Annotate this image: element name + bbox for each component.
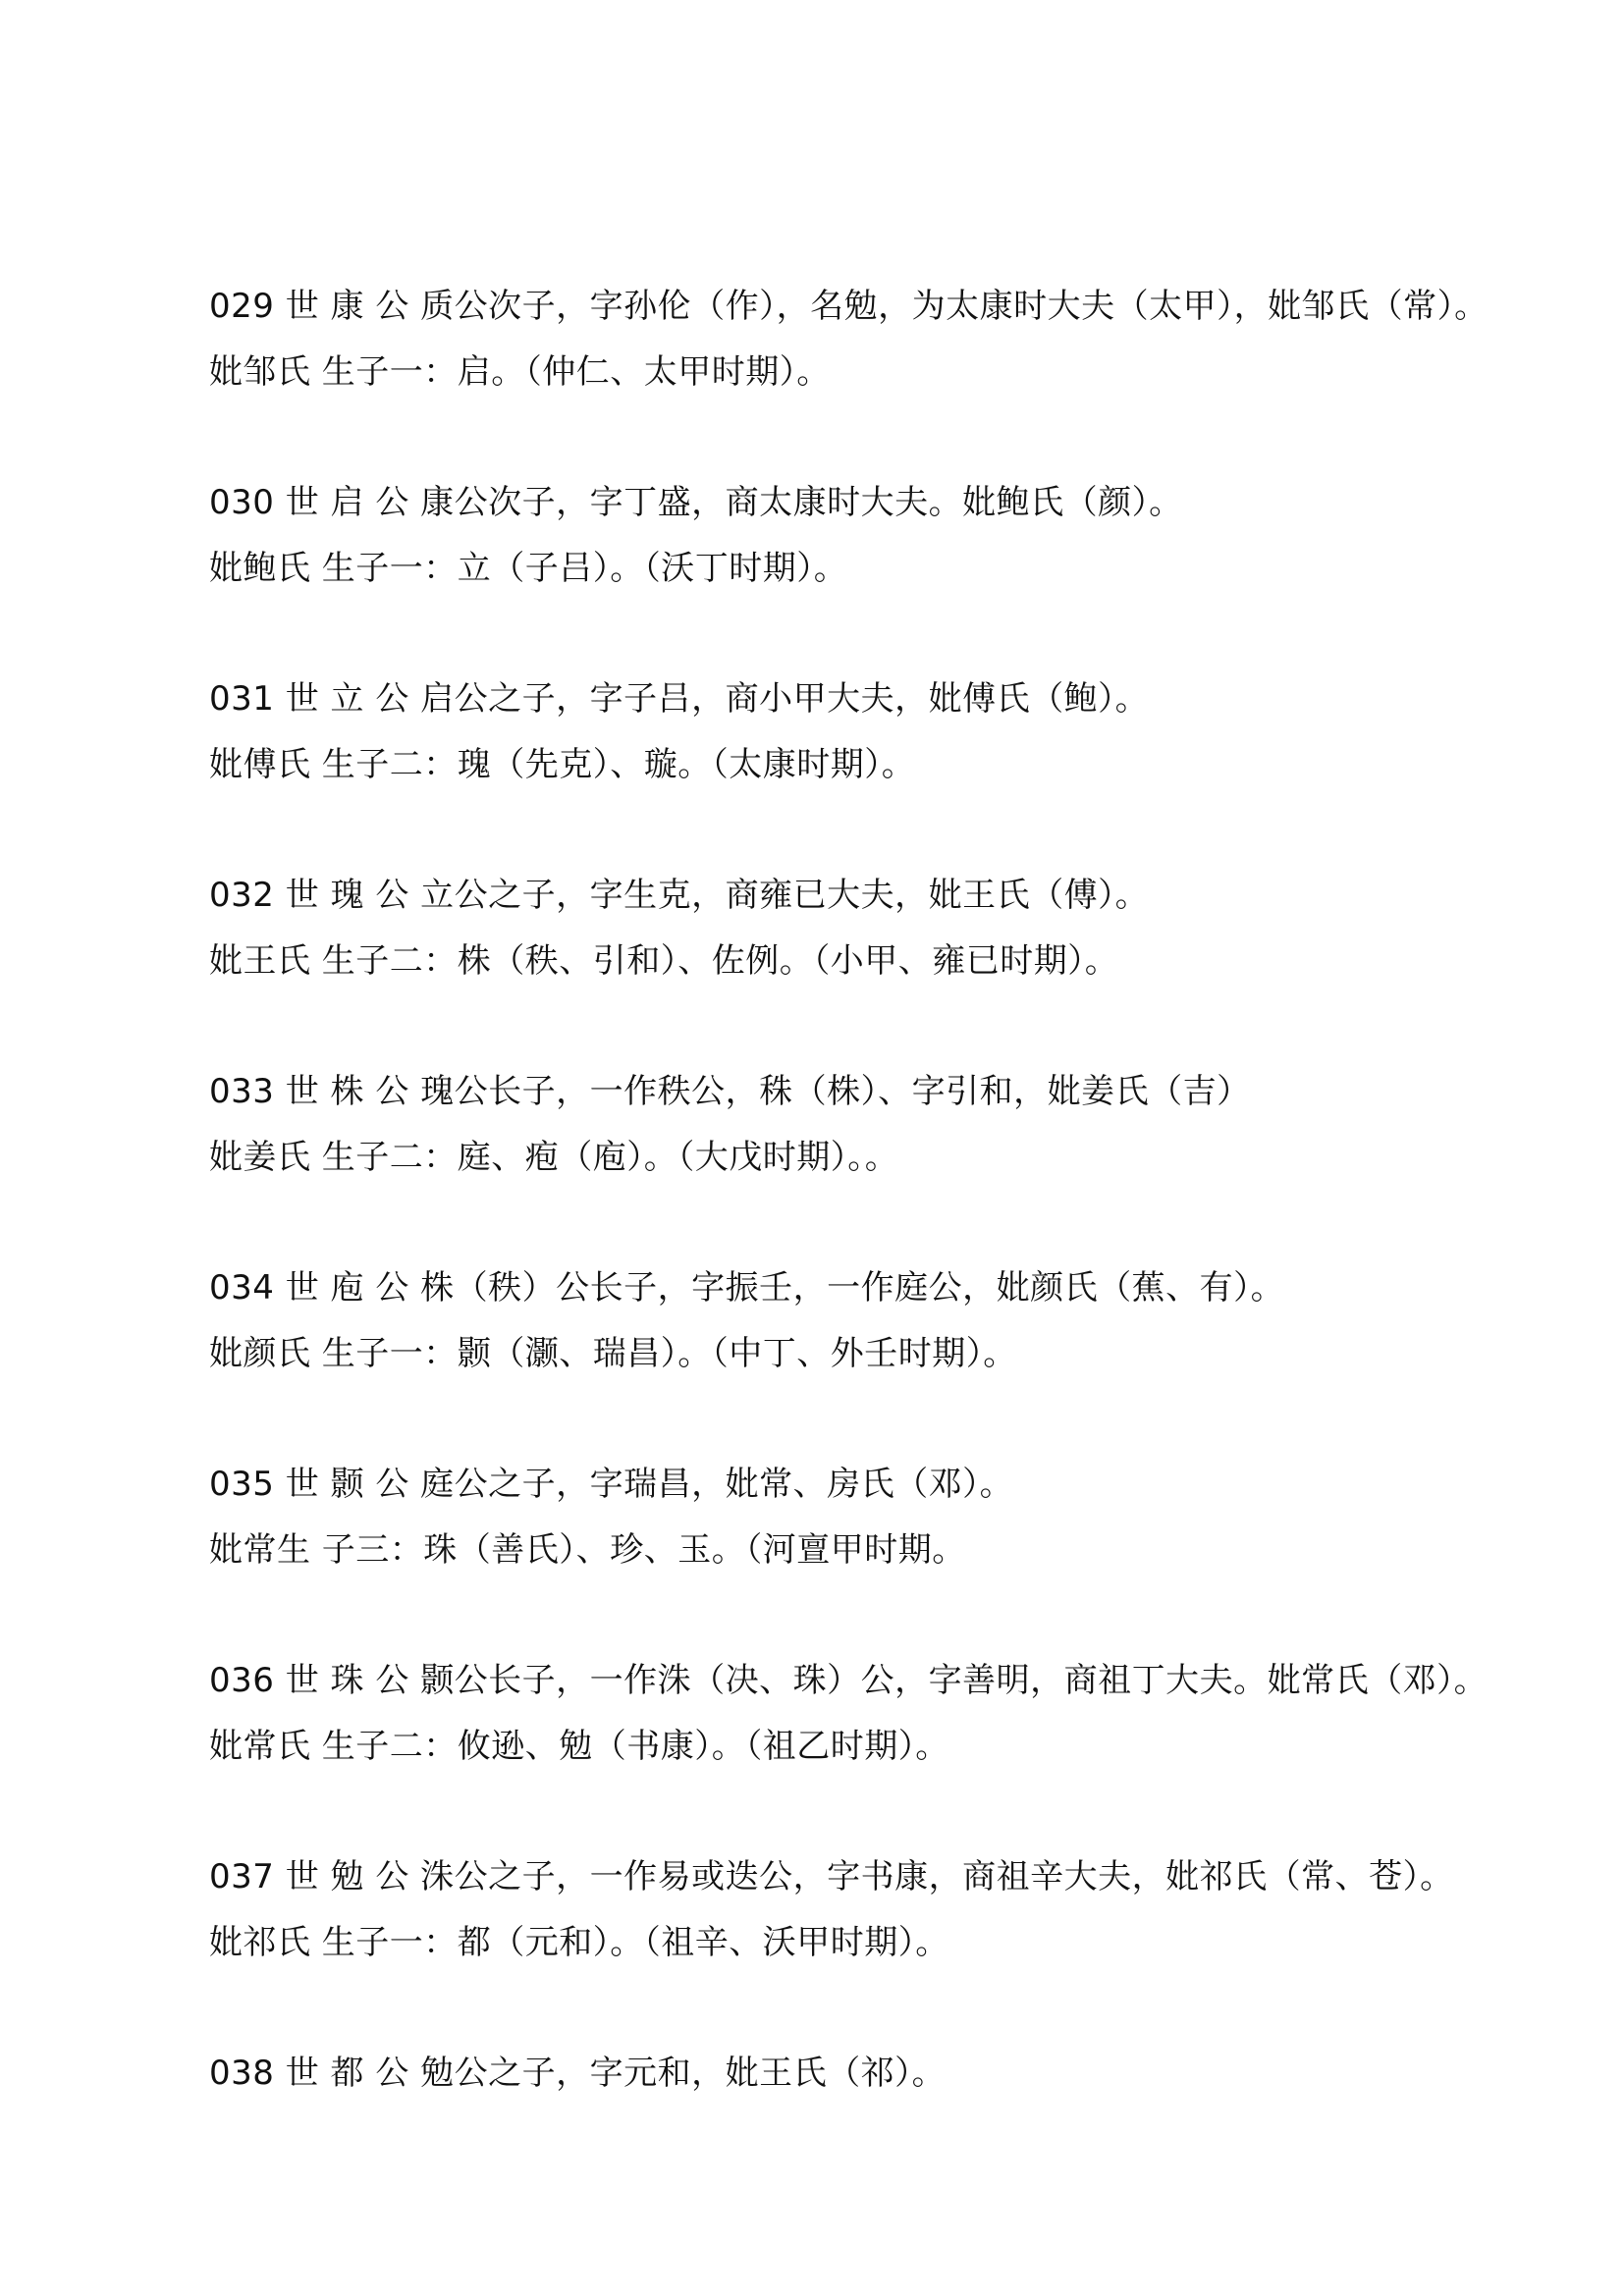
entry-children: 妣常氏 生子二：攸逊、勉（书康）。（祖乙时期）。	[209, 1727, 949, 1766]
entry-heading: 030 世 启 公 康公次子，字丁盛，商太康时大夫。妣鲍氏（颜）。	[209, 483, 1183, 522]
entry-children: 妣常生 子三：珠（善氏）、珍、玉。（河亶甲时期。	[209, 1530, 966, 1570]
entry-heading: 029 世 康 公 质公次子，字孙伦（作），名勉，为太康时大夫（太甲），妣邹氏（常）。	[209, 287, 1489, 326]
genealogy-entry-038	[209, 2053, 1584, 2094]
genealogy-entry-033	[209, 1071, 1584, 1178]
entry-heading: 033 世 株 公 瑰公长子，一作秩公，秼（株）、字引和，妣姜氏（吉）	[209, 1072, 1251, 1111]
entry-children: 妣鲍氏 生子一：立（子吕）。（沃丁时期）。	[209, 549, 848, 588]
genealogy-entry-035	[209, 1464, 1584, 1571]
entry-heading: 035 世 颢 公 庭公之子，字瑞昌，妣常、房氏（邓）。	[209, 1465, 1014, 1504]
entry-children: 妣姜氏 生子二：庭、疱（庖）。（大戊时期）。。	[209, 1138, 899, 1177]
genealogy-entry-030	[209, 482, 1584, 589]
entry-heading: 036 世 珠 公 颢公长子，一作洙（决、珠）公，字善明，商祖丁大夫。妣常氏（邓）。	[209, 1661, 1489, 1700]
entry-heading: 031 世 立 公 启公之子，字子吕，商小甲大夫，妣傅氏（鲍）。	[209, 679, 1150, 719]
entry-heading: 034 世 庖 公 株（秩）公长子，字振壬，一作庭公，妣颜氏（蕉、有）。	[209, 1268, 1285, 1308]
genealogy-entry-034	[209, 1267, 1584, 1374]
genealogy-entry-029	[209, 286, 1584, 393]
entry-children: 妣傅氏 生子二：瑰（先克）、璇。（太康时期）。	[209, 745, 916, 784]
entry-children: 妣颜氏 生子一：颢（灏、瑞昌）。（中丁、外壬时期）。	[209, 1334, 1017, 1373]
entry-children: 妣邹氏 生子一：启。（仲仁、太甲时期）。	[209, 352, 831, 392]
genealogy-entry-031	[209, 678, 1584, 785]
genealogy-entry-037	[209, 1856, 1584, 1963]
entry-heading: 038 世 都 公 勉公之子，字元和，妣王氏（祁）。	[209, 2054, 947, 2093]
genealogy-entry-036	[209, 1660, 1584, 1767]
entry-heading: 037 世 勉 公 洙公之子，一作易或迭公，字书康，商祖辛大夫，妣祁氏（常、苍）。	[209, 1857, 1454, 1896]
entry-children: 妣祁氏 生子一：都（元和）。（祖辛、沃甲时期）。	[209, 1923, 949, 1962]
genealogy-entry-032	[209, 875, 1584, 982]
entry-children: 妣王氏 生子二：株（秩、引和）、佐例。（小甲、雍已时期）。	[209, 941, 1119, 981]
entry-heading: 032 世 瑰 公 立公之子，字生克，商雍已大夫，妣王氏（傅）。	[209, 876, 1150, 915]
